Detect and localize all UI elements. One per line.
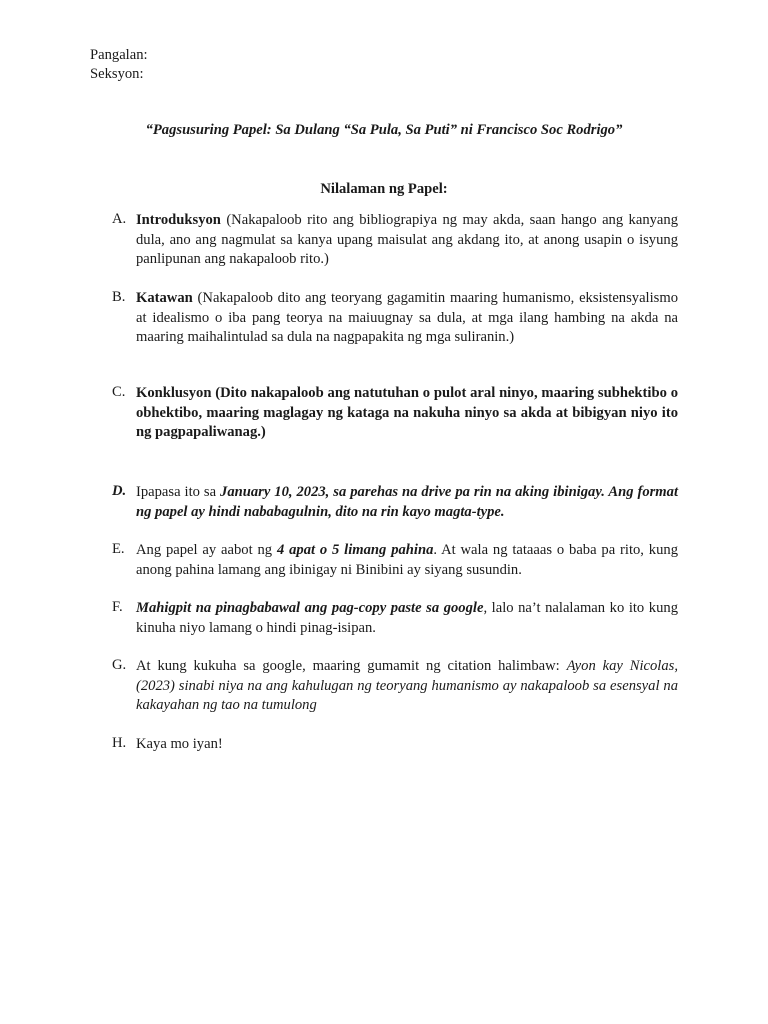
student-info <box>90 46 148 84</box>
name-label: Pangalan: <box>90 47 148 63</box>
item-heading: Katawan <box>136 290 193 306</box>
list-item-f <box>112 599 678 638</box>
list-item-body <box>136 599 678 638</box>
list-item-d <box>112 483 678 522</box>
list-item-body <box>136 657 678 716</box>
item-text: (Nakapaloob dito ang teoryang gagamitin maaring humanismo, eksistensyalismo at idealismo o iba pang teorya na maiuugnay sa dula, at mga ilang hambing na akda na maaring maihalintulad sa dula na nagpapakita ng mga suliranin.) <box>136 290 678 345</box>
item-emphasis: 4 apat o 5 limang pahina <box>276 542 434 558</box>
list-marker: D. <box>112 483 127 499</box>
list-item-h <box>112 735 678 755</box>
item-text-after: . At wala ng tataaas o baba pa rito, kung anong pahina lamang ang ibinigay ni Binibini ay siyang susundin. <box>136 542 678 578</box>
item-heading: Konklusyon <box>136 385 212 401</box>
list-marker: G. <box>112 657 127 673</box>
list-item-body <box>136 384 678 443</box>
item-text: (Nakapaloob rito ang bibliograpiya ng may akda, saan hango ang kanyang dula, ano ang nagmulat sa kanya upang maisulat ang akdang ito, at anong usapin o isyung panlipunan ang nakapaloob rito.) <box>136 212 678 267</box>
list-item-body <box>136 211 678 270</box>
document-subtitle: Nilalaman ng Papel: <box>320 181 448 197</box>
citation-example: Ayon kay Nicolas, (2023) sinabi niya na ang kahulugan ng teoryang humanismo ay nakapaloob sa esensyal na kakayahan ng tao na tumulong <box>136 658 678 713</box>
list-item-a <box>112 211 678 270</box>
item-text: (Dito nakapaloob ang natutuhan o pulot aral ninyo, maaring subhektibo o obhektibo, maaring maglagay ng kataga na nakuha ninyo sa akda at bibigyan niyo ito ng pagpapaliwanag.) <box>136 385 678 440</box>
list-marker: E. <box>112 541 125 557</box>
list-item-body <box>136 735 678 755</box>
list-item-body <box>136 289 678 348</box>
list-item-e <box>112 541 678 580</box>
list-marker: B. <box>112 289 126 305</box>
list-item-b <box>112 289 678 348</box>
list-item-g <box>112 657 678 716</box>
item-text: At kung kukuha sa google, maaring gumamit ng citation halimbaw: <box>136 658 567 674</box>
document-title: “Pagsusuring Papel: Sa Dulang “Sa Pula, Sa Puti” ni Francisco Soc Rodrigo” <box>145 122 623 138</box>
item-heading: Introduksyon <box>136 212 221 228</box>
list-item-c <box>112 384 678 443</box>
list-marker: A. <box>112 211 127 227</box>
item-emphasis: January 10, 2023, sa parehas na drive pa rin na aking ibinigay. Ang format ng papel ay hindi nababagulnin, dito na rin kayo magta-type. <box>136 484 678 520</box>
item-text: Ang papel ay aabot ng <box>136 542 277 558</box>
item-emphasis: Mahigpit na pinagbabawal ang pag-copy paste sa google <box>136 600 484 616</box>
item-text: Ipapasa ito sa <box>136 484 221 500</box>
item-text-after: , lalo na’t nalalaman ko ito kung kinuha niyo lamang o hindi pinag-isipan. <box>136 600 678 636</box>
section-label: Seksyon: <box>90 66 144 82</box>
list-item-body <box>136 541 678 580</box>
list-marker: C. <box>112 384 126 400</box>
list-marker: F. <box>112 599 123 615</box>
list-item-body <box>136 483 678 522</box>
item-text: Kaya mo iyan! <box>136 736 223 752</box>
list-marker: H. <box>112 735 127 751</box>
